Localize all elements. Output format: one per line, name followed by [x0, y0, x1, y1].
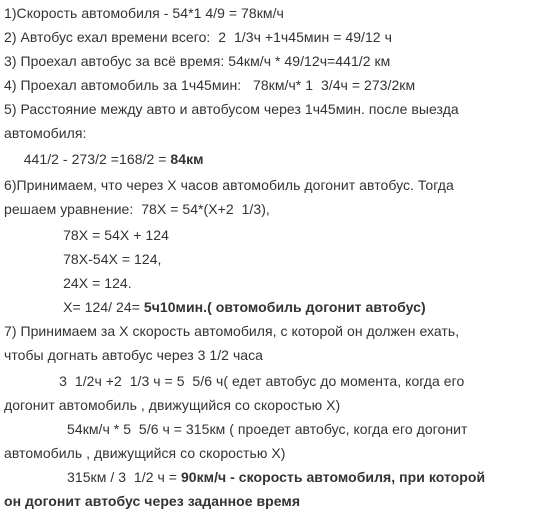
text-line: автомобиль , движущийся со скоростью Х): [4, 445, 286, 461]
text-line: чтобы догнать автобус через 3 1/2 часа: [4, 347, 264, 363]
text-line: 6)Принимаем, что через Х часов автомобиль догонит автобус. Тогда: [4, 177, 454, 193]
text-line: решаем уравнение: 78Х = 54*(Х+2 1/3),: [4, 201, 270, 217]
text-line: догонит автомобиль , движущийся со скоростью Х): [4, 397, 341, 413]
text-line: 54км/ч * 5 5/6 ч = 315км ( проедет автобус, когда его догонит: [4, 421, 468, 437]
text-line: [4, 492, 300, 510]
text-line: 441/2 - 273/2 =168/2 = 84км: [4, 151, 204, 167]
text-line: 5) Расстояние между авто и автобусом через 1ч45мин. после выезда: [4, 101, 459, 117]
highlighted-result: 5ч10мин.( овтомобиль догонит автобус): [143, 299, 426, 315]
highlighted-result: 90км/ч - скорость автомобиля, при которой: [180, 469, 486, 485]
text-line: 4) Проехал автомобиль за 1ч45мин: 78км/ч* 1 3/4ч = 273/2км: [4, 77, 416, 93]
text-line: 78Х-54Х = 124,: [4, 251, 162, 267]
highlighted-result: он догонит автобус через заданное время: [4, 493, 301, 509]
text-line: 24Х = 124.: [4, 275, 132, 291]
text-line: 1)Скорость автомобиля - 54*1 4/9 = 78км/ч: [4, 5, 284, 21]
text-line: 3 1/2ч +2 1/3 ч = 5 5/6 ч( едет автобус до момента, когда его: [4, 373, 465, 389]
text-line: 315км / 3 1/2 ч = 90км/ч - скорость автомобиля, при которой: [4, 469, 486, 485]
text-line: автомобиля:: [4, 125, 87, 141]
text-line: 3) Проехал автобус за всё время: 54км/ч * 49/12ч=441/2 км: [4, 53, 391, 69]
text-line: Х= 124/ 24= 5ч10мин.( овтомобиль догонит автобус): [4, 299, 426, 315]
text-line: 2) Автобус ехал времени всего: 2 1/3ч +1ч45мин = 49/12 ч: [4, 29, 392, 45]
text-line: 78Х = 54Х + 124: [4, 227, 169, 243]
highlighted-result: 84км: [170, 151, 204, 167]
text-line: 7) Принимаем за Х скорость автомобиля, с которой он должен ехать,: [4, 323, 460, 339]
